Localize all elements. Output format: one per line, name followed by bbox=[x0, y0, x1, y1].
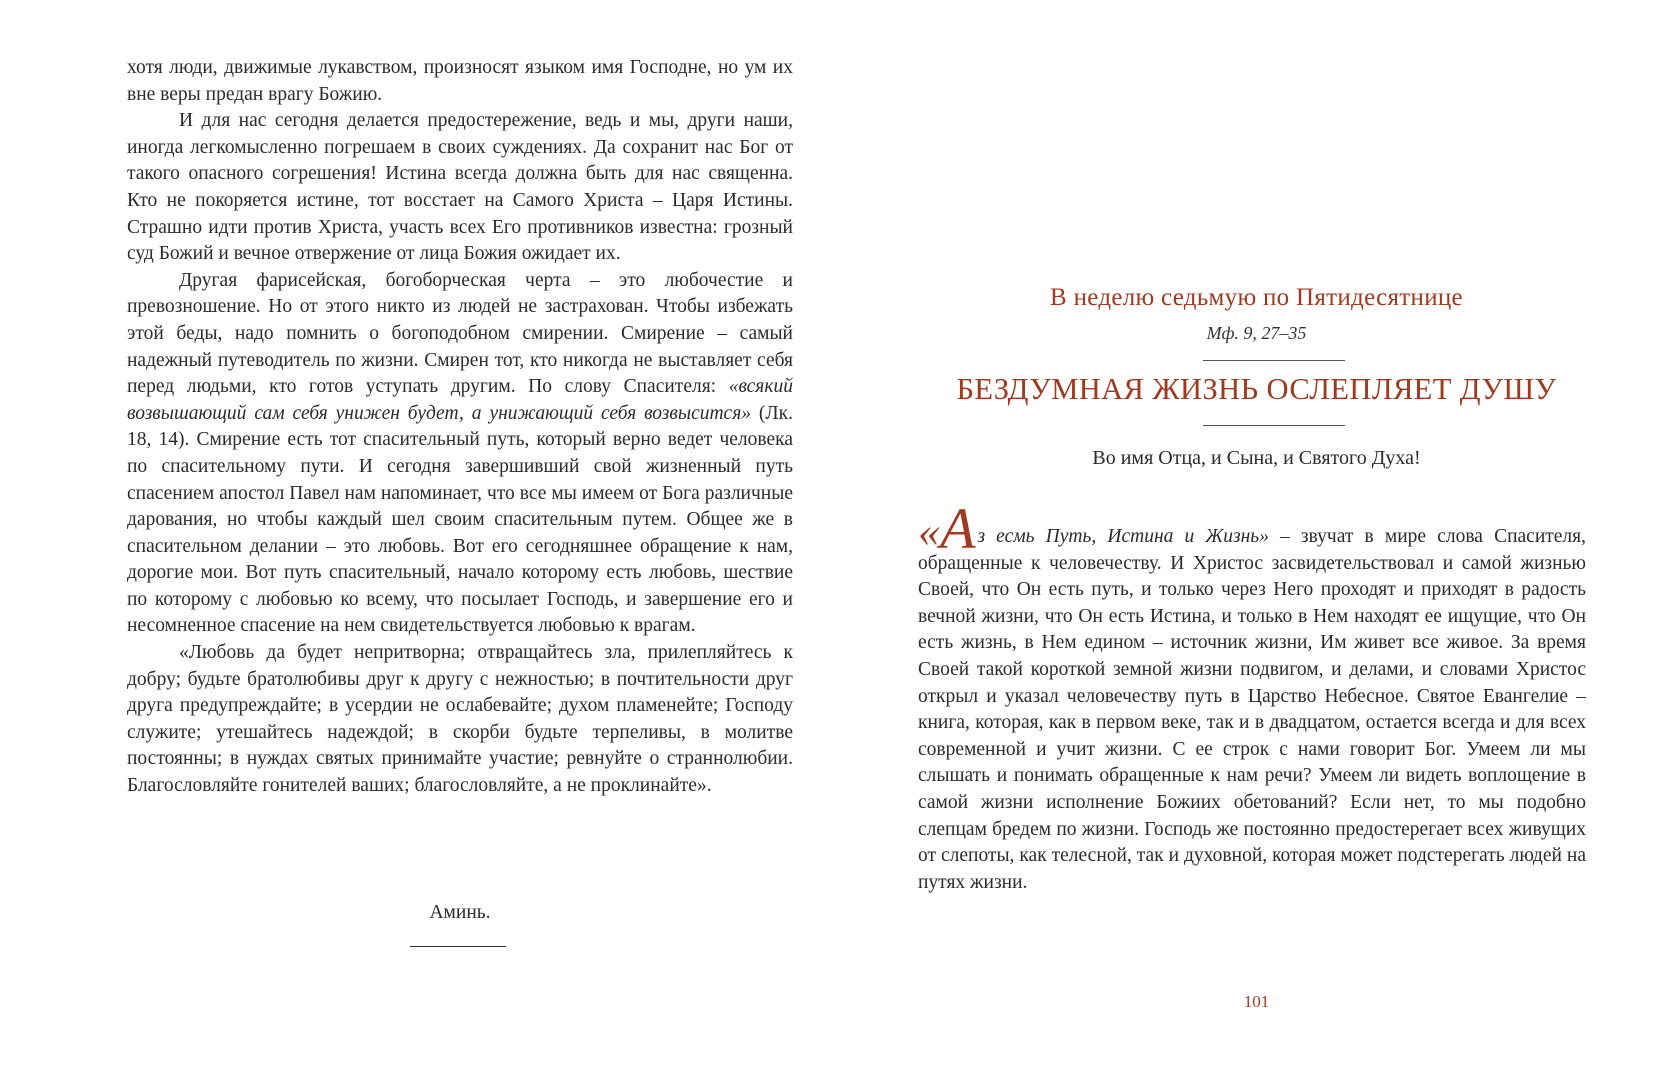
drop-quote-mark: « bbox=[918, 507, 940, 556]
opening-scripture-quote: з есмь Путь, Истина и Жизнь» bbox=[977, 526, 1269, 547]
invocation: Во имя Отца, и Сына, и Святого Духа! bbox=[1092, 447, 1421, 469]
paragraph-warning: И для нас сегодня делается предостережение, ведь и мы, други наши, иногда легкомысленно погрешаем в своих суждениях. Да сохранит нас Бог от такого опасного согрешения! Истина всегда должна быть для нас священна. Кто не покоряется истине, тот восстает на Самого Христа – Царя Истины. Страшно идти против Христа, участь всех Его противников известна: грозный суд Божий и вечное отвержение от лица Божия ожидает их. bbox=[127, 110, 793, 265]
sermon-body-text: – звучат в мире слова Спасителя, обращенные к человечеству. И Христос засвидетельствовал и самой жизнью Своей, что Он есть путь, и только через Него проходят и приходят в радость вечной жизни, что Он есть Истина, и только в Нем находят ее ищущие, что Он есть жизнь, в Нем едином – источник жизни, Им живет все живое. За время Своей такой короткой земной жизни подвигом, и делами, и словами Христос открыл и указал человечеству путь в Царство Небесное. Святое Евангелие – книга, которая, как в первом веке, так и в двадцатом, остается всегда и для всех современной и учит жизни. С ее строк с нами говорит Бог. Умеем ли мы слышать и понимать обращенные к нам речи? Умеем ли видеть воплощение в самой жизни исполнение Божиих обетований? Если нет, то мы подобно слепцам бредем по жизни. Господь же постоянно предостерегает всех живущих от слепоты, как телесной, так и духовной, которая может подстерегать людей на путях жизни. bbox=[918, 526, 1587, 893]
gospel-reference: Мф. 9, 27–35 bbox=[1206, 323, 1307, 343]
sermon-opening-paragraph bbox=[918, 496, 1587, 896]
paragraph-humility-start: Другая фарисейская, богоборческая черта – это любочестие и превозношение. Но от этого никто из людей не застрахован. Чтобы избежать этой беды, надо помнить о богоподобном смирении. Смирение – самый надежный путеводитель по жизни. Смирен тот, кто никогда не выставляет себя перед людьми, кто готов уступать другим. По слову Спасителя: bbox=[127, 269, 793, 398]
sermon-week-heading: В неделю седьмую по Пятидесятнице bbox=[1050, 284, 1463, 311]
drop-cap-letter: А bbox=[940, 496, 976, 561]
amen-closing: Аминь. bbox=[429, 902, 491, 923]
sermon-title: БЕЗДУМНАЯ ЖИЗНЬ ОСЛЕПЛЯЕТ ДУШУ bbox=[956, 372, 1557, 406]
paragraph-romans-quote: «Любовь да будет непритворна; отвращайтесь зла, прилепляйтесь к добру; будьте братолюбивы друг к другу с нежностью; в почтительности друг друга предупреждайте; в усердии не ослабевайте; духом пламенейте; Господу служите; утешайтесь надеждой; в скорби будьте терпеливы, в молитве постоянны; в нуждах святых принимайте участие; ревнуйте о страннолюбии. Благословляйте гонителей ваших; благословляйте, а не проклинайте». bbox=[127, 642, 793, 797]
page-number: 101 bbox=[1243, 992, 1270, 1011]
paragraph-continuation: хотя люди, движимые лукавством, произносят языком имя Господне, но ум их вне веры предан врагу Божию. bbox=[127, 57, 793, 105]
left-page bbox=[0, 0, 837, 1080]
left-text-column bbox=[127, 55, 793, 800]
section-end-rule bbox=[410, 946, 506, 947]
title-rule-bottom bbox=[1203, 425, 1345, 426]
paragraph-humility-end: (Лк. 18, 14). Смирение есть тот спасительный путь, который верно ведет человека по спасительному пути. И сегодня завершивший свой жизненный путь спасением апостол Павел нам напоминает, что все мы имеем от Бога различные дарования, но чтобы каждый шел своим спасительным путем. Общее же в спасительном делании – это любовь. Вот его сегодняшнее обращение к нам, дорогие мои. Вот путь спасительный, начало которому есть любовь, шествие по которому с любовью ко всему, что посылает Господь, и завершение его и несомненное спасение на нем свидетельствуется любовью к врагам. bbox=[127, 402, 793, 637]
title-rule-top bbox=[1203, 360, 1345, 361]
scripture-quote-luke: «всякий возвышающий сам себя унижен будет, а унижающий себя возвысится» bbox=[127, 376, 793, 424]
right-text-column bbox=[918, 496, 1587, 896]
paragraph-humility bbox=[127, 268, 793, 640]
right-page bbox=[838, 0, 1675, 1080]
